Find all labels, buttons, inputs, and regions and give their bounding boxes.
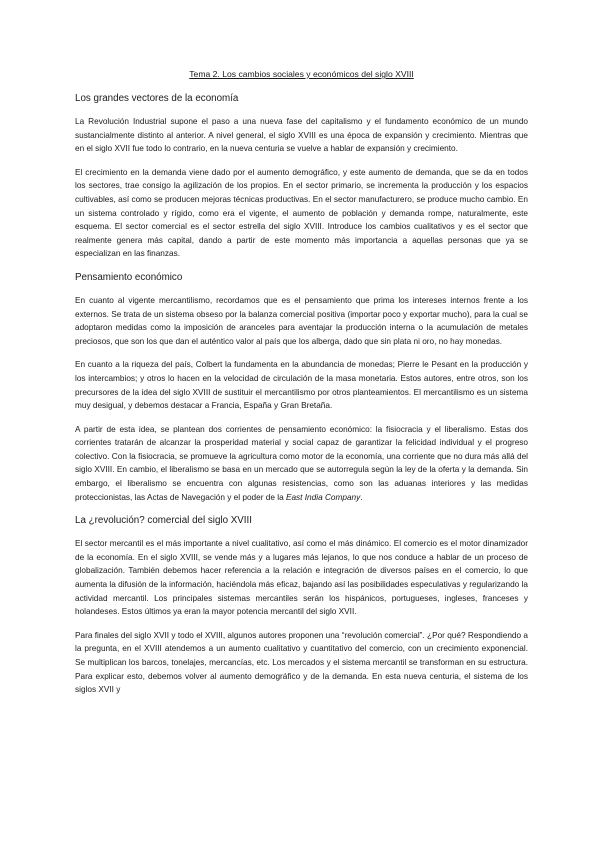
paragraph bbox=[75, 423, 528, 505]
paragraph: En cuanto a la riqueza del país, Colbert la fundamenta en la abundancia de monedas; Pierre le Pesant en la producción y los intercambios; y otros lo hacen en la velocidad de circulación de la masa monetaria. Estos autores, entre otros, son los precursores de la idea del siglo XVIII de sustituir el mercantilismo por otros planteamientos. El mercantilismo es un sistema muy desigual, y debemos destacar a Francia, España y Gran Bretaña. bbox=[75, 360, 528, 411]
paragraph: En cuanto al vigente mercantilismo, recordamos que es el pensamiento que prima los intereses internos frente a los externos. Se trata de un sistema obseso por la balanza comercial positiva (importar poco y exportar mucho), para la cual se adoptaron medidas como la imposición de aranceles para aventajar la producción interna o la acumulación de metales preciosos, que son los que dan el auténtico valor al país que los alberga, dado que sin plata ni oro, no hay monedas. bbox=[75, 295, 528, 346]
emphasis-text: East India Company bbox=[285, 492, 361, 502]
paragraph: Para finales del siglo XVII y todo el XVIII, algunos autores proponen una “revolución comercial”. ¿Por qué? Respondiendo a la pregunta, en el XVIII atendemos a un aumento cualitativo y cuantitativo del comercio, con un crecimiento exponencial. Se multiplican los barcos, tonelajes, mercancías, etc. Los mercados y el sistema mercantil se transforman en su estructura. Para explicar esto, debemos volver al aumento demográfico y de la demanda. En esta nueva centuria, el sistema de los siglos XVII y bbox=[75, 630, 528, 695]
paragraph-tail: . bbox=[360, 492, 363, 502]
section-heading-pensamiento: Pensamiento económico bbox=[75, 271, 183, 283]
section-heading-revolucion: La ¿revolución? comercial del siglo XVIII bbox=[75, 515, 252, 527]
paragraph-text: A partir de esta idea, se plantean dos corrientes de pensamiento económico: la fisiocracia y el liberalismo. Estas dos corrientes tratarán de alcanzar la prosperidad material y social capaz de garantizar la felicidad individual y el progreso colectivo. Con la fisiocracia, se promueve la agricultura como motor de la economía, una corriente que no dura más allá del siglo XVIII. En cambio, el liberalismo se basa en un mercado que se autorregula según la ley de la oferta y la demanda. Sin embargo, el liberalismo se encuentra con algunas resistencias, como son las aduanas interiores y las medidas proteccionistas, las Actas de Navegación y el poder de la bbox=[75, 424, 528, 502]
document-title: Tema 2. Los cambios sociales y económicos del siglo XVIII bbox=[189, 69, 414, 79]
section-heading-vectores: Los grandes vectores de la economía bbox=[75, 93, 239, 104]
paragraph: El sector mercantil es el más importante a nivel cualitativo, así como el más dinámico. El comercio es el motor dinamizador de la economía. En el siglo XVIII, se vende más y a lugares más lejanos, lo que nos conduce a hablar de un proceso de globalización. También debemos hacer referencia a la relación e integración de diversos países en el comercio, lo que aumenta la difusión de la información, haciéndola más eficaz, bajando así las posibilidades especulativas y regularizando la actividad mercantil. Los principales sistemas mercantiles serán los hispánicos, portugueses, ingleses, franceses y holandeses. Estos últimos ya eran la mayor potencia mercantil del siglo XVII. bbox=[75, 539, 528, 617]
document-page bbox=[75, 68, 528, 707]
paragraph: La Revolución Industrial supone el paso a una nueva fase del capitalismo y el fundamento económico de un mundo sustancialmente distinto al anterior. A nivel general, el siglo XVIII es una época de expansión y crecimiento. Mientras que en el siglo XVII fue todo lo contrario, en la nueva centuria se vuelve a hablar de expansión y crecimiento. bbox=[75, 117, 528, 154]
paragraph: El crecimiento en la demanda viene dado por el aumento demográfico, y este aumento de demanda, que se da en todos los sectores, trae consigo la agilización de los propios. En el sector primario, se incrementa la producción y los espacios cultivables, así como se producen mejoras técnicas productivas. En el sector manufacturero, se produce mucho cambio. En un sistema controlado y rígido, como era el vigente, el aumento de población y demanda rompe, naturalmente, este esquema. El sector comercial es el sector estrella del siglo XVIII. Introduce los cambios cualitativos y es el sector que realmente genera más capital, dando a partir de este momento más importancia a aquellas personas que ya se especializan en las finanzas. bbox=[75, 167, 528, 259]
